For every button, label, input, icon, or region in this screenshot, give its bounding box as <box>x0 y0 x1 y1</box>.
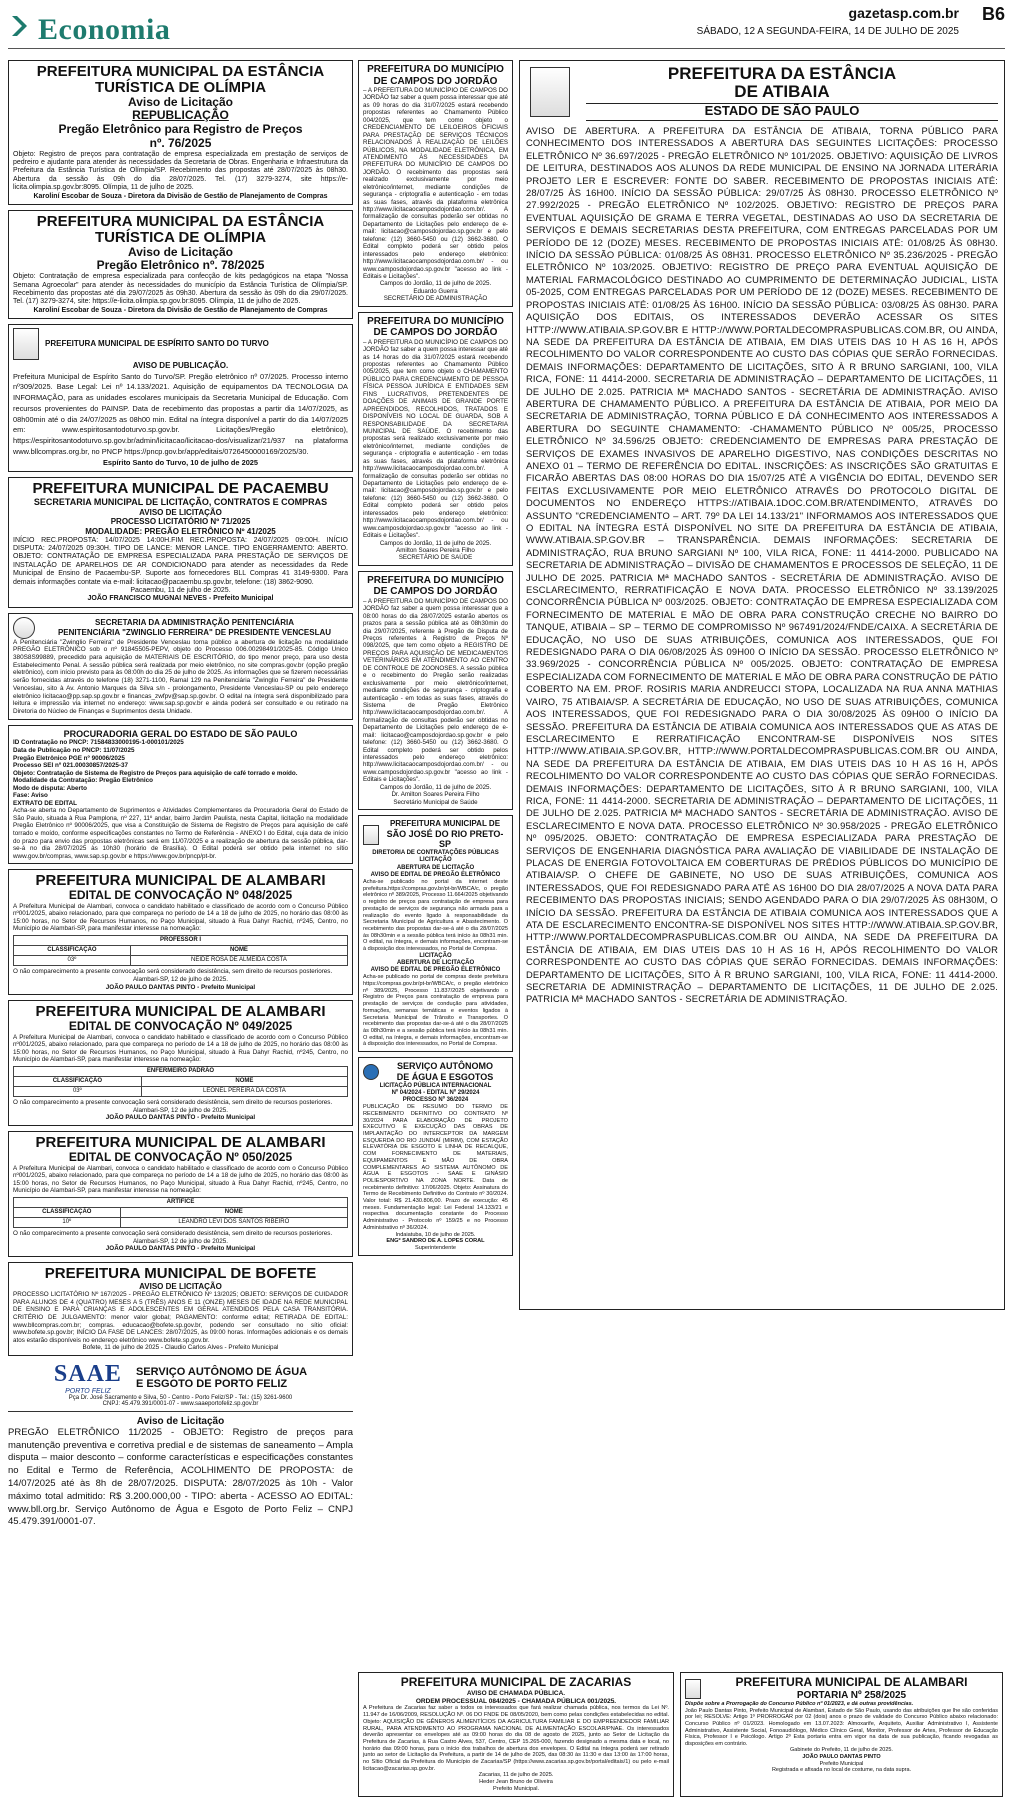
notice-alambari-portaria <box>680 1672 1003 1797</box>
notice-signature: JOÃO PAULO DANTAS PINTO - Prefeito Municipal <box>105 1245 256 1253</box>
notice-title: PREFEITURA MUNICIPAL DE ALAMBARI <box>35 872 326 890</box>
city-seal-icon <box>363 825 379 845</box>
table-cell: 03º <box>14 956 131 966</box>
saae-logo <box>54 1361 122 1395</box>
convocation-table <box>13 935 348 967</box>
notice-signer: Eduardo Guerra <box>413 287 458 295</box>
notice-bofete <box>8 1262 353 1356</box>
notice-atibaia <box>519 60 1005 1310</box>
state-seal-icon <box>13 617 35 639</box>
notice-signature: Karoliní Escobar de Souza - Diretora da Divisão de Gestão de Planejamento de Compras <box>33 192 328 200</box>
table-caption: ARTÍFICE <box>14 1197 348 1207</box>
notice-title: PREFEITURA DO MUNICÍPIO DE CAMPOS DO JORDÃO <box>367 574 504 598</box>
notice-signature: JOÃO FRANCISCO MUGNAI NEVES - Prefeito Municipal <box>87 595 274 603</box>
notice-subtitle: AVISO DE EDITAL DE PREGÃO ELETRÔNICO <box>370 871 501 878</box>
bottom-row <box>358 1672 1003 1797</box>
notice-body: A Prefeitura de Zacarias faz saber a todos os interessados que fará realizar chamada pública, nos termos da Lei Nº. 11.947 de 16/06/2009, RESOLUÇÃO Nº. 06 DO FNDE DE 08/05/2020, bem como pelas condições estabelecidas no edital. Objeto: AQUISIÇÃO DE GÊNEROS ALIMENTÍCIOS DA AGRICULTURA FAMILIAR E DO EMPREENDEDOR FAMILIAR RURAL, PARA ATENDIMENTO AO PROGRAMA NACIONAL DE ALIMENTAÇÃO ESCOLAR/PNAE. Os interessados deverão apresentar os envelopes até as 09:00 horas do dia 08 de agosto de 2025, junto ao Setor de Licitação da Prefeitura de Zacarias, à Rua Castro Alves, 537, Centro, CEP 15.265-000, fazendo designado a mesma data e local, no horário das 09:00 horas, para o início dos trabalhos de abertura dos envelopes. O Edital na íntegra poderá ser retirado junto ao setor de Licitação da Prefeitura, a partir de 14 de julho de 2025, das 08:30 às 11:30 e das 13:00 às 17:00 horas, no Sítio Oficial da Prefeitura do Município de Zacarias/SP (https://www.zacarias.sp.gov.br/portal/editais/1) ou pelo e-mail licitacao@zacarias.sp.gov.br. <box>363 1705 669 1772</box>
notice-title: PREFEITURA DO MUNICÍPIO DE CAMPOS DO JORDÃO <box>367 64 504 87</box>
notice-signer: Amilton Soares Pereira Filho <box>396 546 475 554</box>
page-number: B6 <box>981 4 1005 24</box>
notice-olimpia-76 <box>8 60 353 205</box>
notice-body: A Prefeitura Municipal de Alambari, convoca o candidato habilitado e classificado de acordo com o Concurso Público nº001/2025, abaixo relacionado, para que compareça no período de 14 a 18 de julho de 2025, no horário das 08:00 às 15:00 horas, no Setor de Recursos Humanos, no Paço Municipal, situado à Rua Dahyr Rachid, nº245, Centro, no Município de Alambari-SP, para manifestar interesse na nomeação: <box>13 1164 348 1195</box>
notice-title: PREFEITURA MUNICIPAL DE PACAEMBU <box>32 480 329 498</box>
notice-subtitle: AVISO DE LICITAÇÃO <box>139 1281 222 1291</box>
notice-body: INÍCIO REC.PROPOSTA: 14/07/2025 14:00H.FIM REC.PROPOSTA: 24/07/2025 09:00H. INÍCIO DISPUTA: 24/07/2025 09:30H. TIPO DE LANCE: MENOR LANCE. TIPO ENGERRAMENTO: ABERTO. OBJETO: CONTRATAÇÃO DE EMPRESA ESPECIALIZADA PARA PRESTAÇÃO DE SERVIÇOS DE INSTALAÇÃO DE APARELHOS DE AR CONDICIONADO para atender as necessidades da Rede Municipal de Ensino de Pacaembu-SP. Suporte aos fornecedores BLL Compras 41 3149-9300. Para demais informações contate via e-mail: licitacao@pacaembu.sp.gov.br, telefone: (18) 3862-9090. <box>13 536 348 586</box>
notice-espirito-santo <box>8 324 353 472</box>
header-divider <box>8 48 1005 49</box>
notice-signature: JOÃO PAULO DANTAS PINTO - Prefeito Municipal <box>105 983 256 991</box>
notice-campos-jordao-3 <box>358 571 513 810</box>
notice-subtitle: PROCESSO LICITATÓRIO Nº 71/2025 <box>110 517 251 527</box>
notice-signature: Espírito Santo do Turvo, 10 de julho de 2025 <box>102 457 259 467</box>
notice-role: SECRETÁRIO DE SAÚDE <box>398 554 473 562</box>
notice-sao-jose-rio-preto <box>358 815 513 1052</box>
column-3 <box>519 60 1005 1315</box>
notice-body: A Prefeitura Municipal de Alambari, convoca o candidato habilitado e classificado de acordo com o Concurso Público nº001/2025, abaixo relacionado, para que compareça no período de 14 a 18 de julho de 2025, no horário das 08:00 às 15:00 horas, no Setor de Recursos Humanos, no Paço Municipal, situado à Rua Dahyr Rachid, nº245, Centro, no Município de Alambari-SP, para manifestar interesse na nomeação: <box>13 1033 348 1064</box>
notice-pge <box>8 725 353 865</box>
notice-subtitle: EDITAL DE CONVOCAÇÃO Nº 049/2025 <box>68 1018 293 1033</box>
org-name: SERVIÇO AUTÔNOMO DE ÁGUA <box>135 1365 308 1378</box>
table-row <box>14 1218 348 1228</box>
water-drop-icon <box>363 1064 379 1080</box>
notice-subtitle: ABERTURA DE LICITAÇÃO <box>396 959 475 966</box>
notice-place: Indaiatuba, 10 de julho de 2025. <box>395 1231 476 1238</box>
column-header: NOME <box>130 946 347 956</box>
notice-place: Campos do Jordão, 11 de julho de 2025. <box>379 280 492 288</box>
notice-title: PREFEITURA MUNICIPAL DA ESTÂNCIA <box>36 63 325 80</box>
notice-subtitle: PROCESSO Nº 36/2024 <box>402 1097 469 1103</box>
notice-id: Fase: Aviso <box>13 792 48 800</box>
atibaia-header <box>526 65 998 125</box>
notice-alambari-49 <box>8 1000 353 1126</box>
notice-title: TURÍSTICA DE OLÍMPIA <box>94 228 267 246</box>
notice-title: SÃO JOSÉ DO RIO PRETO-SP <box>386 828 504 850</box>
notice-id: ID Contratação no PNCP: 71584833000195-1-000101/2025 <box>13 739 184 747</box>
notice-olimpia-78 <box>8 210 353 319</box>
table-row <box>14 1087 348 1097</box>
notice-title: SECRETARIA DA ADMINISTRAÇÃO PENITENCIÁRIA <box>95 618 294 628</box>
table-cell: 03º <box>14 1087 142 1097</box>
notice-subtitle: AVISO DE EDITAL DE PREGÃO ELETRÔNICO <box>370 967 501 974</box>
notice-campos-jordao-1 <box>358 60 513 307</box>
notice-id: Modalidade da Contratação: Pregão Eletrônico <box>13 777 153 785</box>
notice-signature: JOÃO PAULO DANTAS PINTO - Prefeito Municipal <box>105 1114 256 1122</box>
notice-body: Objeto: Registro de preços para contratação de empresa especializada em prestação de serviços de pedreiro e ajudante para atender às necessidades da Secretaria de Obras. Engenharia e Infraestrutura da Prefeitura da Estância Turística de Olímpia/SP. Recebimento das propostas até 28/07/2025 às 08h30. Abertura da sessão às 09h do dia 28/07/2025. Tel. (17) 3279-3274, site https://e-licita.olimpia.sp.gov.br:8095. Olímpia, 11 de julho de 2025. <box>13 150 348 192</box>
notice-body: PROCESSO LICITATÓRIO Nº 167/2025 - PREGÃO ELETRÔNICO Nº 13/2025; OBJETO: SERVIÇOS DE CUIDADOR PARA ALUNOS DE 4 (QUATRO) MESES A 5 (TRÊS) ANOS E 11 (ONZE) MESES DE IDADE NA REDE MUNICIPAL DE ENSINO E PARA CRIANÇAS E ADOLESCENTES EM GERAL ATENDIDOS PELA CASA TRANSITÓRIA. CRITÉRIO DE JULGAMENTO: menor valor global; PAGAMENTO: conforme edital; RETIRADA DE EDITAL: www.bllcompras.com.br; compras. educacao@bofete.sp.gov.br, podendo ser consultado no sítio oficial: www.bofete.sp.gov.br; INÍCIO DA FASE DE LANCES: 28/07/2025, às 09:00 horas. Informações adicionais e os demais atos estarão disponíveis no endereço eletrônico www.bofete.sp.gov.br. <box>13 1291 348 1344</box>
notice-id: Modo de disputa: Aberto <box>13 784 87 792</box>
table-row <box>14 956 348 966</box>
notice-title: PREFEITURA MUNICIPAL DE ALAMBARI <box>735 1675 968 1689</box>
notice-note: O não comparecimento a presente convocação será considerado desistência, sem direito de recursos posteriores. <box>13 1099 333 1107</box>
org-cnpj: CNPJ: 45.479.391/0001-07 - www.saaeportofeliz.sp.gov.br <box>102 1400 259 1407</box>
table-cell: LEONEL PEREIRA DA COSTA <box>141 1087 347 1097</box>
notice-id: Pregão Eletrônico PGE nº 90006/2025 <box>13 754 125 762</box>
notice-title: PREFEITURA MUNICIPAL DE ALAMBARI <box>35 1003 326 1021</box>
notice-body: Acha-se publicado no portal de compras deste prefeitura https://compras.gov.br/pt-br/WBCA/c, o pregão eletrônico nº 389/2025, Processo 11.837/2025 objetivando o Registro de Preços para contratação de empresa para prestação de serviços de condução para atividades, formações, semanas temáticas e eventos ligados à Secretaria Municipal de Trânsito e Transportes. O recebimento das propostas dar-se-á até o dia 28/07/2025 às 08h30min e a sessão pública terá início às 08h31 min. O edital, na íntegra, e demais informações, encontram-se à disposição dos interessados, no Portal de Compras. <box>363 974 508 1048</box>
column-2 <box>358 60 513 1261</box>
notice-title: PREFEITURA MUNICIPAL DE ESPÍRITO SANTO DO TURVO <box>45 339 269 349</box>
city-coat-of-arms-icon <box>530 67 570 117</box>
table-caption: PROFESSOR I <box>14 935 348 945</box>
notice-title: DE ÁGUA E ESGOTOS <box>396 1071 494 1082</box>
notice-id: Processo SEI nº 021.00030857/2025-37 <box>13 762 129 770</box>
table-cell: 10º <box>14 1218 121 1228</box>
notice-subtitle: REPUBLICAÇÃO <box>132 108 229 123</box>
notice-role: Superintendente <box>414 1244 457 1251</box>
notice-body: Objeto: Contratação de empresa especializada para confecção de kits pedagógicos na etapa "Nossa Semana Agroecolar" para atender às necessidades do município da Estância Turística de Olímpia/SP. Recebimento das propostas até dia 29/07/2025 às 09h30. Abertura da sessão às 09h do dia 29/07/2025. Tel. (17) 3279-3274, site: https://e-licita.olimpia.sp.gov.br:8095. Olímpia, 11 de julho de 2025. <box>13 273 348 306</box>
notice-subtitle: Pregão Eletrônico nº. 78/2025 <box>96 258 265 273</box>
notice-summary: Dispõe sobre a Prorrogação do Concurso Público nº 01/2023, e dá outras providências. <box>685 1701 914 1708</box>
notice-signer: JOÃO PAULO DANTAS PINTO <box>802 1754 881 1761</box>
notice-body: A Penitenciária "Zwinglio Ferreira" de Presidente Venceslau torna público a abertura de licitação na modalidade PREGÃO ELETRÔNICO sob o nº 91845505-PEPV, objeto do Processo 006.00298491/2025-85. Código Unico 380S8S99889, precedido para aquisição de MATERIAIS DE ESCRITÓRIO, do tipo menor preço, para uso desta Estabelecimento Penal. A sessão pública será realizada por meio eletrônico, no site compras.gov.br (opção pregão eletrônico), com início previsto para às 08:00h do dia 25 de julho de 2025. As informações que se fizerem necessárias serão fornecidas através do telefone (18) 3271-1100, Ramal 129 na Penitenciária "Zwinglio Ferreira" de Presidente Venceslau, sito à Av. Antonio Marques da Silva s/n - prolongamento, Presidente Venceslau-SP ou pelo endereço eletrônico licitacao@pp.sap.sp.gov.br e financas_zwfpv@sap.sp.gov.br. O edital na íntegra será disponibilizado para leitura e impressão via internet no endereço: www.sap.sp.gov.br e ainda poderá ser consultado e ou retirado na Diretoria do Núcleo de Finanças e Suprimentos desta Unidade. <box>13 638 348 715</box>
notice-place: Gabinete do Prefeito, 11 de julho de 2025. <box>790 1747 893 1754</box>
issue-date: SÁBADO, 12 A SEGUNDA-FEIRA, 14 DE JULHO DE 2025 <box>696 26 959 37</box>
table-caption: ENFERMEIRO PADRÃO <box>14 1066 348 1076</box>
page-header <box>0 0 1011 50</box>
column-header: NOME <box>141 1077 347 1087</box>
notice-title: PREFEITURA DA ESTÂNCIA <box>667 64 897 83</box>
notice-subtitle: AVISO DE LICITAÇÃO <box>139 507 222 517</box>
notice-title: PREFEITURA MUNICIPAL DE ZACARIAS <box>400 1675 632 1689</box>
notice-body: AVISO DE ABERTURA. A PREFEITURA DA ESTÂNCIA DE ATIBAIA, TORNA PÚBLICO PARA CONHECIMENTO DOS INTERESSADOS A ABERTURA DAS SEGUINTES LICITAÇÕES: PROCESSO ELETRÔNICO Nº 36.697/2025 - PREGÃO ELETRÔNICO Nº 101/2025. OBJETIVO: AQUISIÇÃO DE LIVROS DE LEITURA, DESTINADOS AOS ALUNOS DA REDE MUNICIPAL DE ENSINO NA JORNADA LITERÁRIA PROJETO LER E ESCREVER: FONTE DO SABER. RECEBIMENTO DE PROPOSTAS INICIAIS ATÉ: 28/07/25 ÀS 16H00. INÍCIO DA SESSÃO PÚBLICA: 29/07/25 ÀS 08H30. PROCESSO ELETRÔNICO Nº 27.992/2025 - PREGÃO ELETRÔNICO Nº 102/2025. OBJETIVO: REGISTRO DE PREÇOS PARA EVENTUAL AQUISIÇÃO DE GRAMA E TERRA VEGETAL, DESTINADAS AO USO DA SECRETARIA DE SERVIÇOS E DEMAIS SECRETARIAS DESTA PREFEITURA, COM ENTREGAS PARCELADAS POR UM PERÍODO DE 12 (DOZE) MESES. RECEBIMENTO DE PROPOSTAS INICIAIS ATÉ: 01/08/25 ÀS 08H30. INÍCIO DA SESSÃO PÚBLICA: 01/08/25 ÀS 08H31. PROCESSO ELETRÔNICO Nº 35.236/2025 - PREGÃO ELETRÔNICO Nº 103/2025. OBJETIVO: REGISTRO DE PREÇO PARA EVENTUAL AQUISIÇÃO DE MATERIAL FARMACOLÓGICO DESTINADO AO CUMPRIMENTO DE DETERMINAÇÃO JUDICIAL, LISTA 05-2025, COM ENTREGAS PARCELADAS POR UM PERÍODO DE 12 (DOZE) MESES. RECEBIMENTO DE PROPOSTAS INICIAIS ATÉ: 01/08/25 ÀS 16H00. INÍCIO DA SESSÃO PÚBLICA: 03/08/25 ÀS 08H30. PARA AQUISIÇÃO DOS EDITAIS, OS INTERESSADOS DEVERÃO ACESSAR OS SITES HTTP://WWW.ATIBAIA.SP.GOV.BR E HTTP://WWW.PORTALDECOMPRASPUBLICAS.COM.BR, OU AINDA, NA SEDE DA PREFEITURA DA ESTÂNCIA DE ATIBAIA, EM DIAS UTEIS DAS 10 H AS 16 H, APÓS RECOLHIMENTO DO VALOR CORRESPONDENTE AO CUSTO DAS CÓPIAS QUE SERÃO FORNECIDAS. DEMAIS INFORMAÇÕES: DEPARTAMENTO DE LICITAÇÕES, SITO À R BRUNO SARGIANI, 100, VILA RICA, FONE: 11 4414-2000. SECRETARIA DE ADMINISTRAÇÃO – DEPARTAMENTO DE LICITAÇÕES, 11 DE JULHO DE 2.025. PATRICIA Mª MACHADO SANTOS - SECRETÁRIA DE ADMINISTRAÇÃO. AVISO ABERTURA DE CHAMAMENTO PÚBLICO. A PREFEITURA DA ESTÂNCIA DE ATIBAIA, POR MEIO DA SECRETARIA DE ADMINISTRAÇÃO, TORNA PÚBLICO E DÁ CONHECIMENTO AOS INTERESSADOS A ABERTURA DO SEGUINTE CHAMAMENTO: -CHAMAMENTO PÚBLICO Nº 005/25, PROCESSO ELETRÔNICO Nº 34.596/25 OBJETO: CREDENCIAMENTO DE EMPRESAS PARA PRESTAÇÃO DE SERVIÇOS DE EXAMES INVASIVOS DE APARELHO DIGESTIVO, NAS CONDIÇÕES DESCRITAS NO ANEXO 01 – TERMO DE REFERÊNCIA DO EDITAL. INSCRIÇÕES: AS INSCRIÇÕES SÃO GRATUITAS E FICARÃO ABERTAS DAS 08:00 HORAS DO DIA 15/07/25 ATÉ A VIGÊNCIA DO EDITAL, DEVENDO SER FEITAS EXCLUSIVAMENTE POR MEIO ELETRÔNICO ATRAVÉS DO PROTOCOLO DIGITAL DE DOCUMENTOS NO ENDEREÇO HTTPS://ATIBAIA.1DOC.COM.BR/ATENDIMENTO, ATRAVÉS DO ASSUNTO "CREDENCIAMENTO – ART. 79º DA LEI 14.133/21" INFORMAMOS AOS INTERESSADOS QUE O EDITAL NA ÍNTEGRA ESTÁ DISPONÍVEL NO SITE DA PREFEITURA DA ESTÂNCIA DE ATIBAIA, WWW.ATIBAIA.SP.GOV.BR – TRANSPARÊNCIA. DEMAIS INFORMAÇÕES: SECRETARIA DE ADMINISTRAÇÃO, RUA BRUNO SARGIANI Nº 100, VILA RICA, FONE: 11 4414-2000. PUBLICADO NA SECRETARIA DE ADMINISTRAÇÃO – DIVISÃO DE CHAMAMENTOS E PROCESSOS DE SELEÇÃO, 11 DE JULHO DE 2025. PATRICIA Mª MACHADO SANTOS - SECRETÁRIA DE ADMINISTRAÇÃO. AVISO DE ESCLARECIMENTO, RERRATIFICAÇÃO E NOVA DATA. PROCESSO ELETRÔNICO Nº 33.139/2025 CONCORRÊNCIA PÚBLICA Nº 003/2025. OBJETO: CONTRATAÇÃO DE EMPRESA ESPECIALIZADA COM FORNECIMENTO DE MATERIAL E MÃO DE OBRA PARA CONSTRUÇÃO CRECHE NO BAIRRO DO TANQUE, ATIBAIA – SP – TERMO DE COMPROMISSO Nº 967491/2024/FNDE/CAIXA. A SECRETÁRIA DE EDUCAÇÃO, NO USO DE SUAS ATRIBUIÇÕES, COMUNICA AOS INTERESSADOS, QUE FOI REDESIGNADO PARA O DIA 06/08/2025 ÀS 09H00 O INÍCIO DA SESSÃO. PROCESSO ELETRÔNICO Nº 33.969/2025 - CONCORRÊNCIA PÚBLICA Nº 005/2025. OBJETO: CONTRATAÇÃO DE EMPRESA ESPECIALIZADA COM FORNECIMENTO DE MATERIAL E MÃO DE OBRA PARA CONSTRUÇÃO DE PÁTIO COBERTO NA EM. PROF. ROSIRIS MARIA ANDREUCCI STOPA, LOCALIZADA NA RUA ANNA MATHIAS VAIRO, 75 ATIBAIA/SP. A SECRETÁRIA DE EDUCAÇÃO, NO USO DE SUAS ATRIBUIÇÕES, COMUNICA AOS INTERESSADOS, QUE FOI REDESIGNADO PARA O DIA 30/08/2025 ÀS 09H00 O INÍCIO DA SESSÃO. PREFEITURA DA ESTÂNCIA DE ATIBAIA COMUNICA AOS INTERESSADOS QUE AS ATAS DE ESCLARECIMENTO E RERRATIFICAÇÃO ENCONTRAM-SE DISPONÍVEIS NOS SITES HTTP://WWW.ATIBAIA.SP.GOV.BR, HTTP://WWW.PORTALDECOMPRASPUBLICAS.COM.BR OU AINDA, NA SEDE DA PREFEITURA DA ESTÂNCIA DE ATIBAIA, EM DIAS UTEIS DAS 10 H AS 16 H, APÓS RECOLHIMENTO DO VALOR CORRESPONDENTE AO CUSTO DAS CÓPIAS QUE SERÃO FORNECIDAS. DEMAIS INFORMAÇÕES: DEPARTAMENTO DE LICITAÇÕES, SITO À R BRUNO SARGIANI, 100, VILA RICA, FONE: 11 4414-2000. SECRETARIA DE ADMINISTRAÇÃO – DEPARTAMENTO DE LICITAÇÕES, 11 DE JULHO DE 2.025. PATRICIA Mª MACHADO SANTOS - SECRETÁRIA DE ADMINISTRAÇÃO. AVISO DE ESCLARECIMENTO E NOVA DATA. PROCESSO ELETRÔNICO Nº 30.958/2025 - PREGÃO ELETRÔNICO Nº 095/2025. OBJETO: CONTRATAÇÃO DE EMPRESA ESPECIALIZADA PARA PRESTAÇÃO DE SERVIÇOS DE ENGENHARIA DIAGNÓSTICA PARA AVALIAÇÃO DE VIABILIDADE DE INSTALAÇÃO DE PLACAS DE ENERGIA FOTOVOLTAICA EM COBERTURAS DE PRÉDIOS PÚBLICOS DO MUNICÍPIO DE ATIBAIA/SP. O CHEFE DE GABINETE, NO USO DE SUAS ATRIBUIÇÕES, COMUNICA AOS INTERESSADOS, QUE FOI REDESIGNADO PARA ATÉ AS 16H00 DO DIA 28/07/2025 A NOVA DATA PARA RECEBIMENTO DAS PROPOSTAS INICIAIS; SENDO AGENDADO PARA O DIA 29/07/2025 ÀS 08H30M, O INÍCIO DA SESSÃO. PREFEITURA DA ESTÂNCIA DE ATIBAIA COMUNICA AOS INTERESSADOS QUE A ATA DE ESCLARECIMENTO ENCONTRA-SE DISPONÍVEL NOS SITES HTTP://WWW.ATIBAIA.SP.GOV.BR, HTTP://WWW.PORTALDECOMPRASPUBLICAS.COM.BR OU AINDA, NA SEDE DA PREFEITURA DA ESTÂNCIA DE ATIBAIA, EM DIAS UTEIS DAS 10 H AS 16 H, APÓS RECOLHIMENTO DO VALOR CORRESPONDENTE AO CUSTO DAS CÓPIAS QUE SERÃO FORNECIDAS. DEMAIS INFORMAÇÕES: DEPARTAMENTO DE LICITAÇÕES, SITO À R BRUNO SARGIANI, 100, VILA RICA, FONE: 11 4414-2000. SECRETARIA DE ADMINISTRAÇÃO – DEPARTAMENTO DE LICITAÇÕES, 11 DE JULHO DE 2.025. PATRICIA Mª MACHADO SANTOS - SECRETÁRIA DE ADMINISTRAÇÃO. <box>526 125 998 1005</box>
notice-title: TURÍSTICA DE OLÍMPIA <box>94 78 267 96</box>
notice-saae-sanitary <box>358 1057 513 1256</box>
notice-id: Objeto: Contratação de Sistema de Registro de Preços para aquisição de café torrado e moído. <box>13 769 298 777</box>
notice-title: SERVIÇO AUTÔNOMO <box>396 1061 493 1072</box>
notice-subtitle: LICITAÇÃO PÚBLICA INTERNACIONAL <box>379 1082 492 1089</box>
notice-subtitle: ESTADO DE SÃO PAULO <box>704 102 860 118</box>
notice-body: Prefeitura Municipal de Espírito Santo do Turvo/SP. Pregão eletrônico nº 07/2025. Processo interno nº309/2025. Base Legal: Lei nº 14.133/2021. Aquisição de equipamentos DA TECNOLOGIA DA INFORMAÇÃO, para as unidades escolares municipais da Secretaria Municipal de Educação. Com recursos provenientes do PAINSP. Data de recebimento das propostas a partir dia 14/07/2025, as 08h00min até o dia 24/07/2025 as 08h00 min. Edital na íntegra disponível a partir do dia 14/07/2025 em: www.espiritosantodoturvo.sp.gov.br. Licitações/Pregão eletrônico), https://espiritosantodoturvo.sp.gov.br/admin/licitacao/licitacao-dos/visualizar/21/937 na plataforma www.bllcompras.org.br, no PNCP https://pncp.gov.br/app/editais/0726450000169/2025/30. <box>13 371 348 456</box>
city-seal-icon <box>13 328 39 360</box>
notice-subtitle: LICITAÇÃO <box>419 952 452 959</box>
notice-place: Alambari-SP, 12 de julho de 2025. <box>132 1106 229 1114</box>
notice-body: Acha-se aberta no Departamento de Suprimentos e Atividades Complementares da Procuradoria Geral do Estado de São Paulo, situada à Rua Pamplona, nº 227, 11º andar, bairro Jardim Paulista, nesta Capital, licitação na modalidade Pregão Eletrônico nº 90006/2025, que visa a Constituição de Sistema de Registro de Preços para aquisição de café torrado e moído, conforme especificações constantes no Termo de Referência - ANEXO I do Edital, cuja data de início do prazo para envio das propostas eletrônicas será em 11/07/2025 e a realização de abertura da sessão pública, dar-se-á no dia 28/07/2025 às 10h30 (horário de Brasília). O Edital poderá ser obtido pela internet no sítio www.gov.br/compras, www.sap.sp.gov.br e https://www.gov.br/pncp/pt-br. <box>13 807 348 860</box>
notice-subtitle: PENITENCIÁRIA "ZWINGLIO FERREIRA" DE PRESIDENTE VENCESLAU <box>57 627 332 637</box>
notice-signature: ENGº SANDRO DE A. LOPES CORAL <box>386 1238 485 1245</box>
notice-place: Campos do Jordão, 11 de julho de 2025. <box>379 783 492 791</box>
notice-subtitle: SECRETARIA MUNICIPAL DE LICITAÇÃO, CONTRATOS E COMPRAS <box>33 497 328 508</box>
notice-subtitle: Pregão Eletrônico para Registro de Preços <box>58 122 303 137</box>
notice-subtitle: DIRETORIA DE CONTRATAÇÕES PÚBLICAS LICITAÇÃO <box>372 850 499 864</box>
notice-zacarias <box>358 1672 674 1797</box>
convocation-table <box>13 1197 348 1229</box>
column-1 <box>8 60 353 1529</box>
table-cell: LEANDRO LEVI DOS SANTOS RIBEIRO <box>120 1218 347 1228</box>
logo-subtitle: PORTO FELIZ <box>65 1387 111 1395</box>
notice-body: – A PREFEITURA DO MUNICÍPIO DE CAMPOS DO JORDÃO faz saber a quem possa interessar que até as 14 horas do dia 31/07/2025 estará recebendo propostas referentes ao Chamamento Público 005/2025, que tem como objeto o CHAMAMENTO PÚBLICO PARA CREDENCIAMENTO DE PESSOA FÍSICA PESSOA JURÍDICA E ENTIDADES SEM FINS LUCRATIVOS, PRETENDENTES DE DOAÇÕES DE ANIMAIS DE GRANDE PORTE APREENDIDOS, RECOLHIDOS, TRATADOS E DISPONÍVEIS NO LOCAL DE GUARDA, SOB A RESPONSABILIDADE DA SECRETARIA MUNICIPAL DE SAÚDE. O recebimento das propostas será realizado exclusivamente por meio eletrônico/internet, mediante condições de segurança - criptografia e autenticação - em todas as suas fases, através da plataforma eletrônica http://www.licitacaocamposdojordao.com.br/. A formalização de consultas poderão ser obtidas no Departamento de Licitações pelo endereço de e-mail: licitacao@camposdojordao.sp.gov.br e pelo telefone: (12) 3660-5450 ou (12) 3662-3680. O Edital completo poderá ser obtido pelos interessados pelo endereço eletrônico: http://www.licitacaocamposdojordao.com.br/ - ou www.camposdojordao.sp.gov.br "acesso ao link - Editais e Licitações". <box>363 338 508 540</box>
notice-title: PROCURADORIA GERAL DO ESTADO DE SÃO PAULO <box>63 728 298 739</box>
notice-body: João Paulo Dantas Pinto, Prefeito Municipal de Alambari, Estado de São Paulo, usando das atribuições que lhe são conferidas por lei; RESOLVE: Artigo 1º PRORROGAR por 02 (dois) anos o prazo de validade do Concurso Público abaixo relacionado: Concurso Público nº 01/2023. Homologado em 13.07.2023: Almoxarife, Arquiteto, Auxiliar Administrativo I, Assistente Administrativo, Assistente Social, Fonoaudiólogo, Médico Clínico Geral, Monitor, Professor de Artes, Professor de Educação Física, Professor I e Psicólogo. Artigo 2º Esta portaria entra em vigor na data de sua publicação, ficando revogadas as disposições em contrário. <box>685 1707 998 1747</box>
notice-signer: Dr. Amilton Soares Pereira Filho <box>391 791 480 799</box>
site-url[interactable]: gazetasp.com.br <box>848 5 959 21</box>
notice-subtitle: AVISO DE CHAMADA PÚBLICA. <box>466 1689 566 1697</box>
notice-title: PREFEITURA MUNICIPAL DA ESTÂNCIA <box>36 213 325 231</box>
notice-body: PUBLICAÇÃO DE RESUMO DO TERMO DE RECEBIMENTO DEFINITIVO DO CONTRATO Nº 30/2024 PARA ELABORAÇÃO DE PROJETO EXECUTIVO E EXECUÇÃO DAS OBRAS DE IMPLANTAÇÃO DO INTERCEPTOR DA MARGEM ESQUERDA DO RIO JUNDIAÍ (MIRIM), COM ESTAÇÃO ELEVATÓRIA DE ESGOTO E LINHA DE RECALQUE, COM FORNECIMENTO DE MATERIAIS, EQUIPAMENTOS E MÃO DE OBRA COMPLEMENTARES AO SISTEMA AUTÔNOMO DE ÁGUA E ESGOTOS - SAAE E GINÁSIO POLIESPORTIVO NA ZONA NORTE. Data de recebimento definitivo: 17/06/2025. Objeto: Assinatura do Termo de Recebimento Definitivo do Contrato nº 30/2024. Valor total: R$ 21.430.806,00. Prazo de execução: 45 meses. Fundamentação legal: Lei Federal 14.133/21 e respectiva documentação constante do Processo Administrativo - Protocolo nº 159/25 e no Processo Administrativo nº 36/2024. <box>363 1104 508 1231</box>
notice-place: Zacarias, 11 de julho de 2025. <box>478 1772 554 1779</box>
notice-signer: Heder Jean Bruno de Oliveira <box>479 1779 553 1786</box>
org-address: Pça Dr. José Sacramento e Silva, 50 - Centro - Porto Feliz/SP - Tel.: (15) 3261-9600 <box>68 1394 293 1401</box>
notice-id: Data de Publicação no PNCP: 11/07/2025 <box>13 746 135 754</box>
notice-subtitle: MODALIDADE: PREGÃO ELETRÔNICO Nº 41/2025 <box>85 527 276 537</box>
notice-subtitle: Aviso de Licitação <box>128 94 233 109</box>
notice-role: Prefeito Municipal. <box>492 1785 539 1792</box>
notice-note: O não comparecimento a presente convocação será considerado desistência, sem direito de recursos posteriores. <box>13 1230 333 1238</box>
notice-penitenciaria <box>8 613 353 720</box>
notice-subtitle: Aviso de Licitação <box>128 244 233 259</box>
logo-text: SAAE <box>53 1360 122 1387</box>
notice-role: SECRETÁRIO DE ADMINISTRAÇÃO <box>383 295 488 303</box>
notice-campos-jordao-2 <box>358 312 513 566</box>
notice-title: PREFEITURA MUNICIPAL DE BOFETE <box>44 1264 317 1282</box>
notice-body: – A PREFEITURA DO MUNICÍPIO DE CAMPOS DO JORDÃO faz saber a quem possa interessar que a 08:00 horas do dia 28/07/2025 estarão abertos os prazos para a sessão pública até as 08h30min do dia 29/07/2025, referente à Pregão de Disputa de Preços referentes à Registro de Preços Nº 098/2025, que tem como objeto a REGISTRO DE PREÇOS PARA AQUISIÇÃO DE MEDICAMENTOS VETERINÁRIOS EM ATENDIMENTO AO CENTRO DE CONTROLE DE ZOONOSES. A sessão pública e o recebimento do Pregão serão realizadas exclusivamente por meio eletrônico/internet, mediante condições de segurança - criptografia e autenticação - em todas as suas fases, através do Sistema de Pregão Eletrônico http://www.licitacaocamposdojordao.com.br/. A formalização de consultas poderão ser obtidas no Departamento de Licitações pelo endereço de e-mail: licitacao@camposdojordao.sp.gov.br e pelo telefone: (12) 3660-5450 ou (12) 3662-3680. O Edital completo poderá ser obtido pelos interessados pelo endereço eletrônico: http://www.licitacaocamposdojordao.com.br/ - ou www.camposdojordao.sp.gov.br "acesso ao link - Editais e Licitações". <box>363 597 508 784</box>
notice-title: PREFEITURA MUNICIPAL DE <box>389 819 501 829</box>
convocation-table <box>13 1066 348 1098</box>
notice-subtitle: EDITAL DE CONVOCAÇÃO Nº 050/2025 <box>68 1149 293 1164</box>
notice-subtitle: ABERTURA DE LICITAÇÃO <box>396 864 475 871</box>
notice-alambari-48 <box>8 869 353 995</box>
section-title: Economia <box>38 13 171 46</box>
notice-subtitle: Nº 04/2024 - EDITAL Nº 29/2024 <box>391 1089 480 1096</box>
notice-id: EXTRATO DE EDITAL <box>13 799 78 807</box>
notice-subtitle: ORDEM PROCESSUAL 084/2025 - CHAMADA PÚBLICA 001/2025. <box>415 1697 617 1705</box>
notice-title: DE ATIBAIA <box>734 81 830 101</box>
notice-place: Alambari-SP, 12 de julho de 2025. <box>132 976 229 983</box>
notice-place: Campos do Jordão, 11 de julho de 2025. <box>379 539 492 547</box>
chevron-right-icon <box>8 14 32 38</box>
column-header: NOME <box>120 1207 347 1217</box>
notice-saae-porto-feliz <box>8 1361 353 1530</box>
notice-pacaembu <box>8 477 353 607</box>
column-header: CLASSIFICAÇÃO <box>14 1207 121 1217</box>
notice-subtitle: nº. 76/2025 <box>149 135 212 150</box>
notice-place: Pacaembu, 11 de julho de 2025. <box>130 586 231 594</box>
notice-body: PREGÃO ELETRÔNICO 11/2025 - OBJETO: Registro de preços para manutenção preventiva e corretiva predial e de sistemas de saneamento – Ampla disputa – maior desconto – conforme características e especificações constantes no Edital e Termo de Referência, ACOLHIMENTO DE PROPOSTA: de 14/07/2025 até às 8h de 28/07/2025. DISPUTA: 28/07/2025 às 10h - Valor máximo total admitido: R$ 3.200.000,00 - TIPO: aberta - ACESSO AO EDITAL: www.bll.org.br. Serviço Autônomo de Água e Esgoto de Porto Feliz – CNPJ 45.479.391/0001-07. <box>8 1426 353 1528</box>
table-cell: NEIDE ROSA DE ALMEIDA COSTA <box>130 956 347 966</box>
notice-note: O não comparecimento a presente convocação será considerado desistência, sem direito de recursos posteriores. <box>13 968 333 976</box>
notice-body: Acha-se publicado no portal da internet deste prefeitura.https://compras.gov.br/pt-br/WBCA/c, o pregão eletrônico nº 389/2025, Processo 11.664/2025 objetivando o registro de preços para contratação de empresa para prestação de serviços de segurança não armada para a realização do evento ligado à responsabilidade da Secretaria Municipal de Agricultura e Abastecimento. O recebimento das propostas dar-se-á até o dia 28/07/2025 às 08h30min e a sessão pública terá início às 08h31 min. O edital, na íntegra, e demais informações, encontram-se à disposição dos interessados, no Portal de Compras. <box>363 879 508 953</box>
notice-place: Alambari-SP, 12 de julho de 2025. <box>132 1237 229 1245</box>
notice-title: PREFEITURA DO MUNICÍPIO DE CAMPOS DO JORDÃO <box>367 315 504 339</box>
notice-title: PREFEITURA MUNICIPAL DE ALAMBARI <box>35 1134 326 1152</box>
notice-subtitle: PORTARIA Nº 258/2025 <box>796 1689 907 1701</box>
notice-signature: Karoliní Escobar de Souza - Diretora da Divisão de Gestão de Planejamento de Compras <box>33 306 328 314</box>
notice-subtitle: AVISO DE PUBLICAÇÃO. <box>132 361 229 371</box>
notice-note: Registrada e afixada no local de costume, na data supra. <box>771 1767 912 1774</box>
column-header: CLASSIFICAÇÃO <box>14 1077 142 1087</box>
notice-body: A Prefeitura Municipal de Alambari, convoca o candidato habilitado e classificado de acordo com o Concurso Público nº001/2025, abaixo relacionado, para que compareça no período de 14 a 18 de julho de 2025, no horário das 08:00 às 15:00 horas, no Setor de Recursos Humanos, no Paço Municipal, situado à Rua Dahyr Rachid, nº245, Centro, no Município de Alambari-SP, para manifestar interesse na nomeação: <box>13 902 348 933</box>
notice-alambari-50 <box>8 1131 353 1257</box>
notice-subtitle: EDITAL DE CONVOCAÇÃO Nº 048/2025 <box>68 887 293 902</box>
notice-role: Secretário Municipal de Saúde <box>393 798 478 806</box>
notice-body: – A PREFEITURA DO MUNICÍPIO DE CAMPOS DO JORDÃO faz saber a quem possa interessar que até as 09 horas do dia 31/07/2025 estará recebendo propostas referentes ao Chamamento Público 004/2025, que tem como objeto o CREDENCIAMENTO DE LEILOEIROS OFICIAIS PARA PRESTAÇÃO DE SERVIÇOS TÉCNICOS RELACIONADOS À REALIZAÇÃO DE LEILÕES PÚBLICOS, NA MODALIDADE ELETRÔNICA, EM ATENDIMENTO ÀS NECESSIDADES DA PREFEITURA DO MUNICÍPIO DE CAMPOS DO JORDÃO. O recebimento das propostas será realizado exclusivamente por meio eletrônico/internet, mediante condições de segurança - criptografia e autenticação - em todas as suas fases, através da plataforma eletrônica http://www.licitacaocamposdojordao.com.br/. A formalização de consultas poderão ser obtidas no Departamento de Licitações pelo endereço de e-mail: licitacao@camposdojordao.sp.gov.br e pelo telefone: (12) 3660-5450 ou (12) 3662-3680. O Edital completo poderá ser obtido pelos interessados pelo endereço eletrônico: http://www.licitacaocamposdojordao.com.br/ - ou www.camposdojordao.sp.gov.br "acesso ao link - Editais e Licitações". <box>363 87 508 280</box>
city-seal-icon <box>685 1679 701 1699</box>
notice-title: Aviso de Licitação <box>136 1415 225 1427</box>
notice-role: Prefeito Municipal <box>819 1760 864 1767</box>
notice-signature: Bofete, 11 de julho de 2025 - Claudio Carlos Alves - Prefeito Municipal <box>82 1344 279 1352</box>
column-header: CLASSIFICAÇÃO <box>14 946 131 956</box>
org-name: E ESGOTO DE PORTO FELIZ <box>135 1377 288 1390</box>
